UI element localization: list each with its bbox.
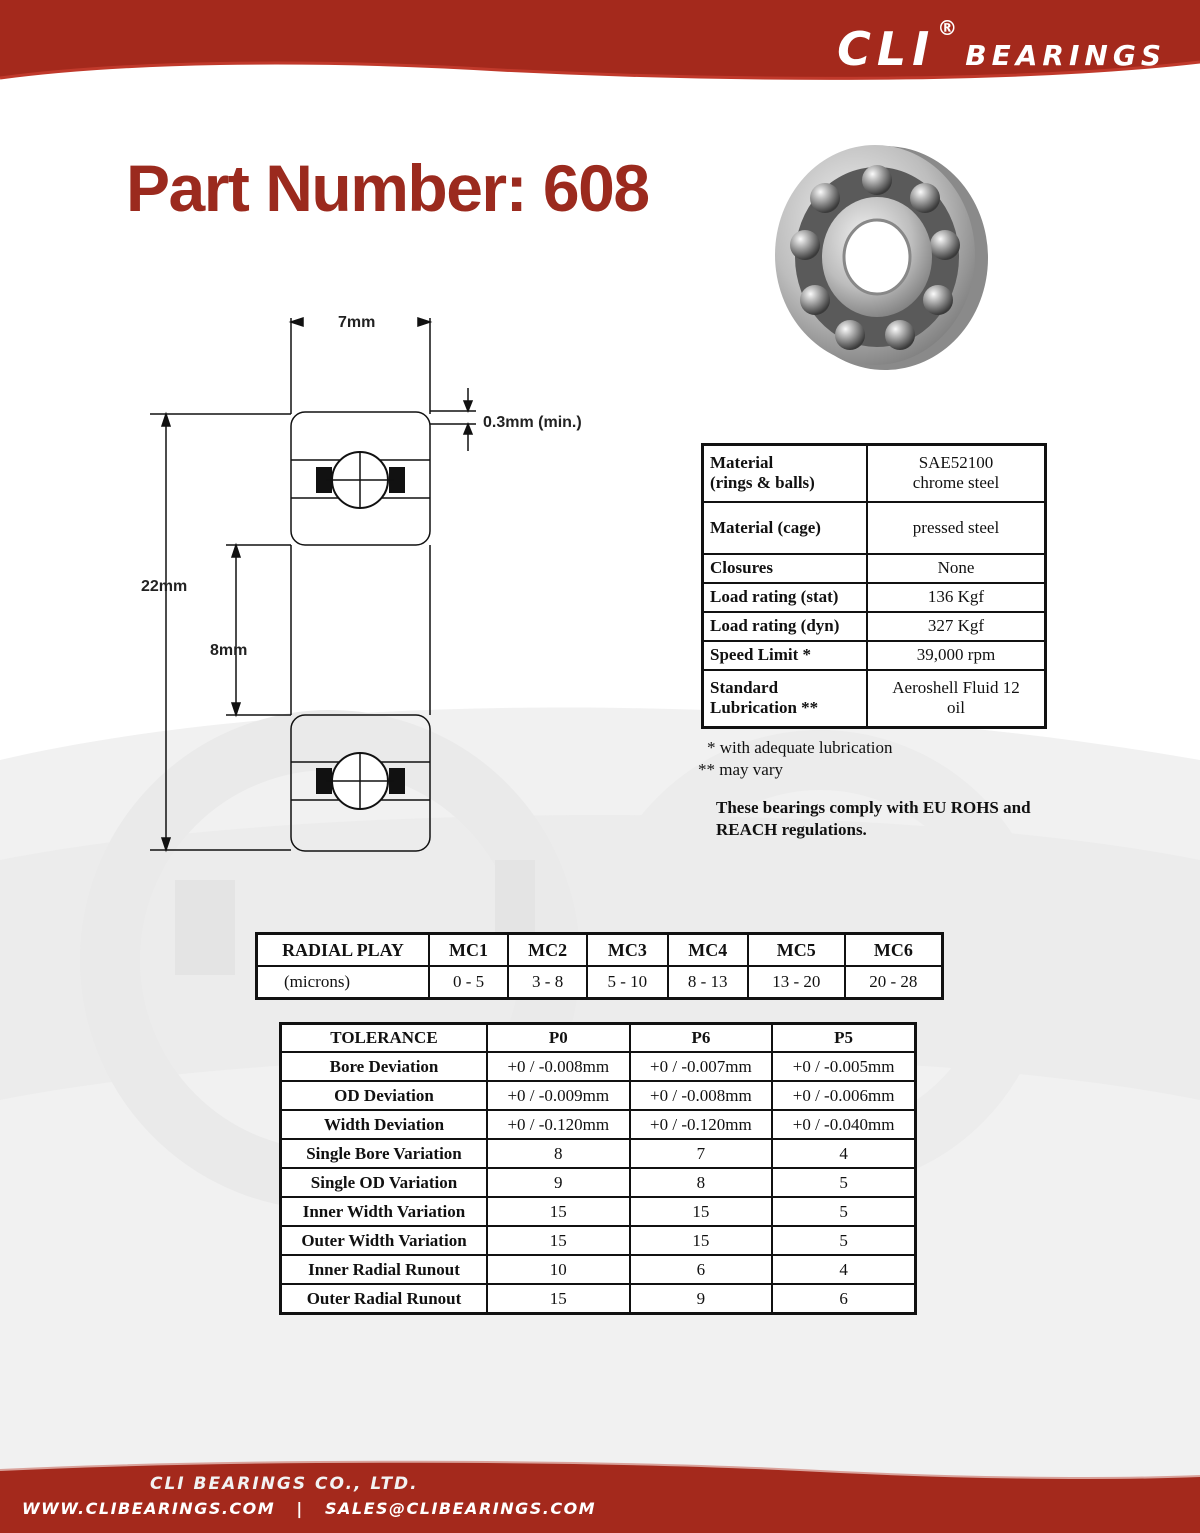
footer-website-link[interactable]: WWW.CLIBEARINGS.COM [22,1499,276,1518]
tolerance-value: 6 [772,1284,915,1314]
tolerance-value: 4 [772,1255,915,1284]
tolerance-row [281,1052,916,1081]
radial-header-row [257,934,943,967]
tolerance-value: 15 [487,1226,630,1255]
spec-row [703,583,1046,612]
tolerance-row-label: Single Bore Variation [281,1139,488,1168]
tolerance-value: +0 / -0.008mm [487,1052,630,1081]
part-number-title: Part Number: 608 [126,151,649,225]
radial-column-header: MC2 [508,934,587,967]
tolerance-row [281,1081,916,1110]
radial-column-header: MC6 [845,934,943,967]
spec-key: Material (cage) [703,502,868,554]
footnote-lubrication: * with adequate lubrication [707,738,893,757]
spec-value: None [867,554,1046,583]
spec-row [703,445,1046,502]
brand-logo [837,16,1166,76]
spec-key: Load rating (dyn) [703,612,868,641]
compliance-statement: These bearings comply with EU ROHS and REACH regulations. [716,798,1031,839]
tolerance-value: 15 [630,1226,773,1255]
radial-column-header: MC3 [587,934,667,967]
footer-separator: | [296,1499,304,1518]
tolerance-row [281,1284,916,1314]
tolerance-row-label: Bore Deviation [281,1052,488,1081]
width-dimension-label: 7mm [338,314,376,331]
tolerance-value: +0 / -0.120mm [630,1110,773,1139]
radial-value: 5 - 10 [587,966,667,999]
radial-play-header: RADIAL PLAY [257,934,430,967]
footer-company-name: CLI BEARINGS CO., LTD. [150,1474,419,1494]
spec-row [703,612,1046,641]
tolerance-value: 5 [772,1226,915,1255]
tolerance-value: 5 [772,1197,915,1226]
tolerance-value: 7 [630,1139,773,1168]
radial-play-table [255,932,944,1000]
tolerance-value: 6 [630,1255,773,1284]
tolerance-value: 8 [630,1168,773,1197]
tolerance-row [281,1255,916,1284]
brand-suffix: BEARINGS [965,39,1166,72]
tolerance-row-label: OD Deviation [281,1081,488,1110]
spec-value: 327 Kgf [867,612,1046,641]
cross-section-drawing [140,300,620,870]
specifications-table [701,443,1047,729]
chamfer-dimension-label: 0.3mm (min.) [483,414,582,431]
radial-value: 20 - 28 [845,966,943,999]
tolerance-column-header: P6 [630,1024,773,1053]
tolerance-header-row [281,1024,916,1053]
footer-contact [22,1499,596,1518]
tolerance-value: 9 [487,1168,630,1197]
tolerance-row-label: Inner Radial Runout [281,1255,488,1284]
registered-mark: ® [937,16,960,40]
tolerance-value: +0 / -0.006mm [772,1081,915,1110]
bore-diameter-label: 8mm [210,642,248,659]
spec-key: Closures [703,554,868,583]
radial-values-row [257,966,943,999]
brand-name: CLI [837,22,936,76]
tolerance-value: +0 / -0.007mm [630,1052,773,1081]
footer-email-link[interactable]: SALES@CLIBEARINGS.COM [324,1499,597,1518]
tolerance-value: +0 / -0.120mm [487,1110,630,1139]
tolerance-row [281,1226,916,1255]
spec-key: Standard Lubrication ** [703,670,868,728]
spec-row [703,641,1046,670]
tolerance-value: +0 / -0.008mm [630,1081,773,1110]
tolerance-row-label: Outer Radial Runout [281,1284,488,1314]
spec-value: 39,000 rpm [867,641,1046,670]
radial-unit-label: (microns) [257,966,430,999]
tolerance-table [279,1022,917,1315]
spec-value: 136 Kgf [867,583,1046,612]
tolerance-value: +0 / -0.009mm [487,1081,630,1110]
spec-key: Material (rings & balls) [703,445,868,502]
radial-value: 0 - 5 [429,966,508,999]
tolerance-row [281,1168,916,1197]
bearing-photo [760,140,990,375]
tolerance-row-label: Single OD Variation [281,1168,488,1197]
tolerance-row [281,1197,916,1226]
tolerance-value: +0 / -0.005mm [772,1052,915,1081]
spec-row [703,554,1046,583]
spec-key: Load rating (stat) [703,583,868,612]
tolerance-value: 10 [487,1255,630,1284]
outer-diameter-label: 22mm [141,578,188,595]
radial-value: 3 - 8 [508,966,587,999]
radial-column-header: MC5 [748,934,845,967]
tolerance-value: 5 [772,1168,915,1197]
radial-value: 13 - 20 [748,966,845,999]
spec-row [703,502,1046,554]
spec-value: Aeroshell Fluid 12 oil [867,670,1046,728]
tolerance-row [281,1110,916,1139]
radial-column-header: MC1 [429,934,508,967]
radial-column-header: MC4 [668,934,748,967]
tolerance-value: +0 / -0.040mm [772,1110,915,1139]
tolerance-value: 8 [487,1139,630,1168]
radial-value: 8 - 13 [668,966,748,999]
tolerance-value: 15 [487,1197,630,1226]
tolerance-row-label: Inner Width Variation [281,1197,488,1226]
tolerance-row-label: Width Deviation [281,1110,488,1139]
tolerance-column-header: P0 [487,1024,630,1053]
spec-row [703,670,1046,728]
tolerance-column-header: P5 [772,1024,915,1053]
tolerance-row [281,1139,916,1168]
tolerance-value: 15 [630,1197,773,1226]
spec-key: Speed Limit * [703,641,868,670]
tolerance-header: TOLERANCE [281,1024,488,1053]
spec-value: SAE52100 chrome steel [867,445,1046,502]
footnote-may-vary: ** may vary [698,760,783,779]
tolerance-value: 9 [630,1284,773,1314]
spec-value: pressed steel [867,502,1046,554]
tolerance-value: 15 [487,1284,630,1314]
tolerance-value: 4 [772,1139,915,1168]
tolerance-row-label: Outer Width Variation [281,1226,488,1255]
